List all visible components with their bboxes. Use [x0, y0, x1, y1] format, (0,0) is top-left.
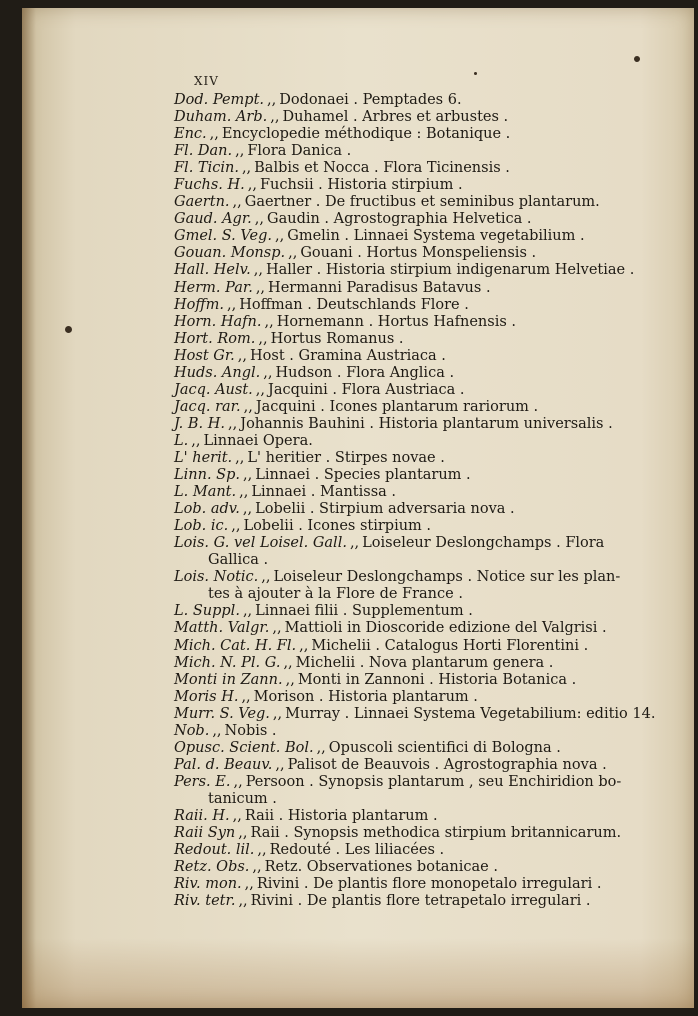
entry-separator: ,,: [235, 449, 245, 466]
entry-description: Lobelii . Icones stirpium .: [243, 518, 432, 535]
entry-separator: ,,: [233, 773, 243, 790]
entry-separator: ,,: [239, 484, 249, 501]
entry-description: Michelii . Catalogus Horti Florentini .: [311, 637, 589, 654]
entry-row: [174, 672, 669, 689]
entry-abbreviation: Jacq. rar.: [174, 398, 241, 415]
entry-row: [174, 740, 669, 757]
entry-abbreviation: Huds. Angl.: [174, 364, 261, 381]
entry-separator: ,,: [263, 364, 273, 381]
entry-separator: ,,: [255, 381, 265, 398]
entry-description: Hoffman . Deutschlands Flore .: [239, 296, 469, 313]
entry-separator: ,,: [349, 535, 360, 552]
entry-description: Persoon . Synopsis plantarum , seu Enchiridion bo-: [245, 773, 622, 790]
entry-description: Raii . Synopsis methodica stirpium britannicarum.: [250, 825, 622, 842]
entry-abbreviation: Retz. Obs.: [174, 859, 250, 876]
entry-row: [174, 211, 669, 228]
entry-row: [174, 825, 669, 842]
entry-description: Linnaei filii . Supplementum .: [255, 603, 473, 620]
entry-continuation: tanicum .: [208, 790, 277, 807]
entry-abbreviation: Horn. Hafn.: [174, 313, 262, 330]
entry-row: [174, 518, 669, 535]
entry-row: [174, 348, 669, 365]
entry-abbreviation: Murr. S. Veg.: [174, 705, 270, 722]
entry-separator: ,,: [227, 296, 237, 313]
entry-separator: ,,: [241, 160, 252, 177]
entry-row: [174, 416, 669, 433]
entry-row: [174, 774, 669, 808]
entry-row: [174, 177, 669, 194]
entry-abbreviation: Herm. Par.: [174, 279, 253, 296]
entry-description: Rivini . De plantis flore monopetalo irregulari .: [256, 876, 602, 893]
abbreviation-list: [174, 92, 669, 910]
entry-row: [174, 92, 669, 109]
entry-separator: ,,: [275, 756, 285, 773]
entry-row: [174, 484, 669, 501]
entry-separator: ,,: [232, 194, 242, 211]
entry-description: Gaertner . De fructibus et seminibus plantarum.: [244, 194, 600, 211]
entry-abbreviation: L. Mant.: [174, 484, 237, 501]
entry-abbreviation: Redout. lil.: [174, 842, 255, 859]
entry-separator: ,,: [270, 109, 280, 126]
entry-abbreviation: Mich. Cat. H. Fl.: [174, 637, 297, 654]
entry-row: [174, 297, 669, 314]
ink-spot: [474, 72, 477, 75]
entry-row: [174, 228, 669, 245]
entry-row: [174, 757, 669, 774]
entry-row: [174, 535, 669, 569]
entry-separator: ,,: [231, 518, 241, 535]
entry-separator: ,,: [272, 705, 283, 722]
entry-row: [174, 314, 669, 331]
entry-continuation: tes à ajouter à la Flore de France .: [208, 586, 463, 603]
entry-separator: ,,: [243, 398, 253, 415]
entry-separator: ,,: [237, 347, 248, 364]
entry-description: Hornemann . Hortus Hafnensis .: [276, 313, 516, 330]
page-number: XIV: [194, 74, 219, 88]
entry-row: [174, 109, 669, 126]
entry-abbreviation: Lois. G. vel Loisel. Gall.: [174, 535, 347, 552]
entry-row: [174, 262, 669, 279]
entry-description: Raii . Historia plantarum .: [244, 807, 438, 824]
entry-description: L' heritier . Stirpes novae .: [247, 449, 445, 466]
entry-description: Murray . Linnaei Systema Vegetabilium: editio 14.: [285, 705, 656, 722]
entry-abbreviation: Matth. Valgr.: [174, 620, 270, 637]
entry-separator: ,,: [255, 279, 266, 296]
entry-separator: ,,: [209, 126, 219, 143]
entry-description: Retz. Observationes botanicae .: [264, 859, 498, 876]
entry-abbreviation: Raii Syn: [174, 825, 236, 842]
entry-separator: ,,: [264, 313, 274, 330]
entry-abbreviation: Hall. Helv.: [174, 262, 251, 279]
entry-abbreviation: Riv. mon.: [174, 876, 242, 893]
entry-abbreviation: Riv. tetr.: [174, 893, 236, 910]
entry-separator: ,,: [242, 603, 253, 620]
entry-description: Nobis .: [224, 722, 277, 739]
entry-separator: ,,: [228, 415, 238, 432]
entry-row: [174, 245, 669, 262]
entry-row: [174, 143, 669, 160]
entry-continuation: Gallica .: [208, 552, 269, 569]
entry-abbreviation: L.: [174, 432, 189, 449]
entry-separator: ,,: [232, 807, 242, 824]
entry-row: [174, 808, 669, 825]
entry-separator: ,,: [244, 876, 254, 893]
entry-separator: ,,: [253, 262, 263, 279]
entry-row: [174, 280, 669, 297]
entry-description: Duhamel . Arbres et arbustes .: [282, 109, 509, 126]
entry-row: [174, 620, 669, 637]
entry-abbreviation: Pal. d. Beauv.: [174, 756, 273, 773]
entry-abbreviation: Fl. Dan.: [174, 143, 233, 160]
entry-description: Mattioli in Dioscoride edizione del Valgrisi .: [284, 620, 607, 637]
entry-separator: ,,: [299, 637, 309, 654]
entry-row: [174, 501, 669, 518]
entry-separator: ,,: [242, 501, 253, 518]
entry-abbreviation: L' herit.: [174, 449, 233, 466]
entry-row: [174, 603, 669, 620]
entry-description: Gaudin . Agrostographia Helvetica .: [267, 211, 532, 228]
entry-separator: ,,: [267, 92, 277, 108]
entry-row: [174, 467, 669, 484]
entry-abbreviation: Dod. Pempt.: [174, 92, 265, 108]
entry-row: [174, 689, 669, 706]
entry-row: [174, 194, 669, 211]
entry-description: Gouani . Hortus Monspeliensis .: [300, 245, 537, 262]
entry-row: [174, 433, 669, 450]
entry-abbreviation: Lois. Notic.: [174, 569, 259, 586]
entry-row: [174, 638, 669, 655]
entry-separator: ,,: [254, 211, 264, 228]
entry-description: Monti in Zannoni . Historia Botanica .: [297, 671, 577, 688]
book-page: [22, 8, 694, 1008]
entry-abbreviation: Linn. Sp.: [174, 467, 240, 484]
entry-description: Gmelin . Linnaei Systema vegetabilium .: [287, 228, 585, 245]
entry-separator: ,,: [257, 842, 267, 859]
entry-row: [174, 893, 669, 910]
entry-separator: ,,: [212, 722, 222, 739]
entry-separator: ,,: [252, 859, 262, 876]
entry-separator: ,,: [272, 620, 282, 637]
entry-separator: ,,: [283, 654, 293, 671]
entry-abbreviation: Nob.: [174, 722, 210, 739]
entry-row: [174, 331, 669, 348]
entry-row: [174, 842, 669, 859]
entry-separator: ,,: [275, 228, 285, 245]
entry-separator: ,,: [238, 825, 248, 842]
entry-row: [174, 126, 669, 143]
entry-description: Fuchsii . Historia stirpium .: [260, 177, 463, 194]
entry-description: Palisot de Beauvois . Agrostographia nova .: [287, 756, 607, 773]
entry-description: Hudson . Flora Anglica .: [275, 364, 455, 381]
entry-separator: ,,: [235, 143, 245, 160]
entry-description: Encyclopedie méthodique : Botanique .: [221, 126, 511, 143]
entry-separator: ,,: [247, 177, 257, 194]
entry-separator: ,,: [316, 739, 326, 756]
entry-abbreviation: Hort. Rom.: [174, 330, 256, 347]
spine-shadow: [22, 8, 36, 1008]
entry-abbreviation: Enc.: [174, 126, 207, 143]
entry-description: Linnaei . Mantissa .: [251, 484, 397, 501]
entry-description: Rivini . De plantis flore tetrapetalo irregulari .: [250, 893, 591, 910]
entry-description: Opuscoli scientifici di Bologna .: [328, 739, 561, 756]
entry-description: Morison . Historia plantarum .: [253, 688, 478, 705]
entry-row: [174, 160, 669, 177]
entry-description: Loiseleur Deslongchamps . Notice sur les plan-: [273, 569, 621, 586]
entry-description: Loiseleur Deslongchamps . Flora: [362, 535, 605, 552]
entry-description: Hermanni Paradisus Batavus .: [268, 279, 491, 296]
entry-row: [174, 450, 669, 467]
entry-separator: ,,: [243, 467, 253, 484]
entry-abbreviation: Lob. adv.: [174, 501, 240, 518]
entry-description: Balbis et Nocca . Flora Ticinensis .: [254, 160, 510, 177]
entry-abbreviation: Hoffm.: [174, 296, 225, 313]
entry-row: [174, 876, 669, 893]
entry-abbreviation: Fuchs. H.: [174, 177, 245, 194]
entry-description: Host . Gramina Austriaca .: [250, 347, 446, 364]
entry-separator: ,,: [241, 688, 251, 705]
entry-description: Haller . Historia stirpium indigenarum Helvetiae .: [265, 262, 635, 279]
entry-abbreviation: Duham. Arb.: [174, 109, 268, 126]
entry-abbreviation: Moris H.: [174, 688, 239, 705]
entry-row: [174, 655, 669, 672]
entry-description: Dodonaei . Pemptades 6.: [279, 92, 462, 108]
entry-row: [174, 399, 669, 416]
ink-spot: [634, 56, 640, 62]
entry-description: Flora Danica .: [247, 143, 352, 160]
entry-row: [174, 706, 669, 723]
entry-row: [174, 569, 669, 603]
entry-description: Linnaei Opera.: [203, 432, 313, 449]
entry-abbreviation: Jacq. Aust.: [174, 381, 253, 398]
entry-abbreviation: Mich. N. Pl. G.: [174, 654, 281, 671]
entry-abbreviation: Gouan. Monsp.: [174, 245, 286, 262]
entry-description: Jacquini . Icones plantarum rariorum .: [255, 398, 539, 415]
entry-description: Michelii . Nova plantarum genera .: [295, 654, 554, 671]
entry-description: Lobelii . Stirpium adversaria nova .: [255, 501, 515, 518]
entry-abbreviation: Fl. Ticin.: [174, 160, 239, 177]
entry-abbreviation: Host Gr.: [174, 347, 235, 364]
entry-separator: ,,: [288, 245, 298, 262]
entry-separator: ,,: [238, 893, 248, 910]
entry-abbreviation: J. B. H.: [174, 415, 226, 432]
entry-description: Hortus Romanus .: [270, 330, 404, 347]
ink-spot: [65, 326, 72, 333]
entry-row: [174, 382, 669, 399]
entry-separator: ,,: [261, 569, 271, 586]
entry-abbreviation: Opusc. Scient. Bol.: [174, 739, 314, 756]
entry-abbreviation: Monti in Zann.: [174, 671, 283, 688]
entry-row: [174, 365, 669, 382]
entry-separator: ,,: [285, 671, 295, 688]
entry-description: Johannis Bauhini . Historia plantarum universalis .: [240, 415, 613, 432]
entry-abbreviation: Gaertn.: [174, 194, 230, 211]
entry-abbreviation: Raii. H.: [174, 807, 230, 824]
entry-separator: ,,: [258, 330, 268, 347]
entry-description: Redouté . Les liliacées .: [269, 842, 445, 859]
entry-abbreviation: Gaud. Agr.: [174, 211, 252, 228]
entry-row: [174, 859, 669, 876]
entry-abbreviation: Gmel. S. Veg.: [174, 228, 273, 245]
entry-abbreviation: Lob. ic.: [174, 518, 229, 535]
entry-abbreviation: L. Suppl.: [174, 603, 240, 620]
entry-abbreviation: Pers. E.: [174, 773, 231, 790]
entry-separator: ,,: [191, 432, 201, 449]
entry-description: Jacquini . Flora Austriaca .: [268, 381, 465, 398]
entry-description: Linnaei . Species plantarum .: [255, 467, 471, 484]
entry-row: [174, 723, 669, 740]
